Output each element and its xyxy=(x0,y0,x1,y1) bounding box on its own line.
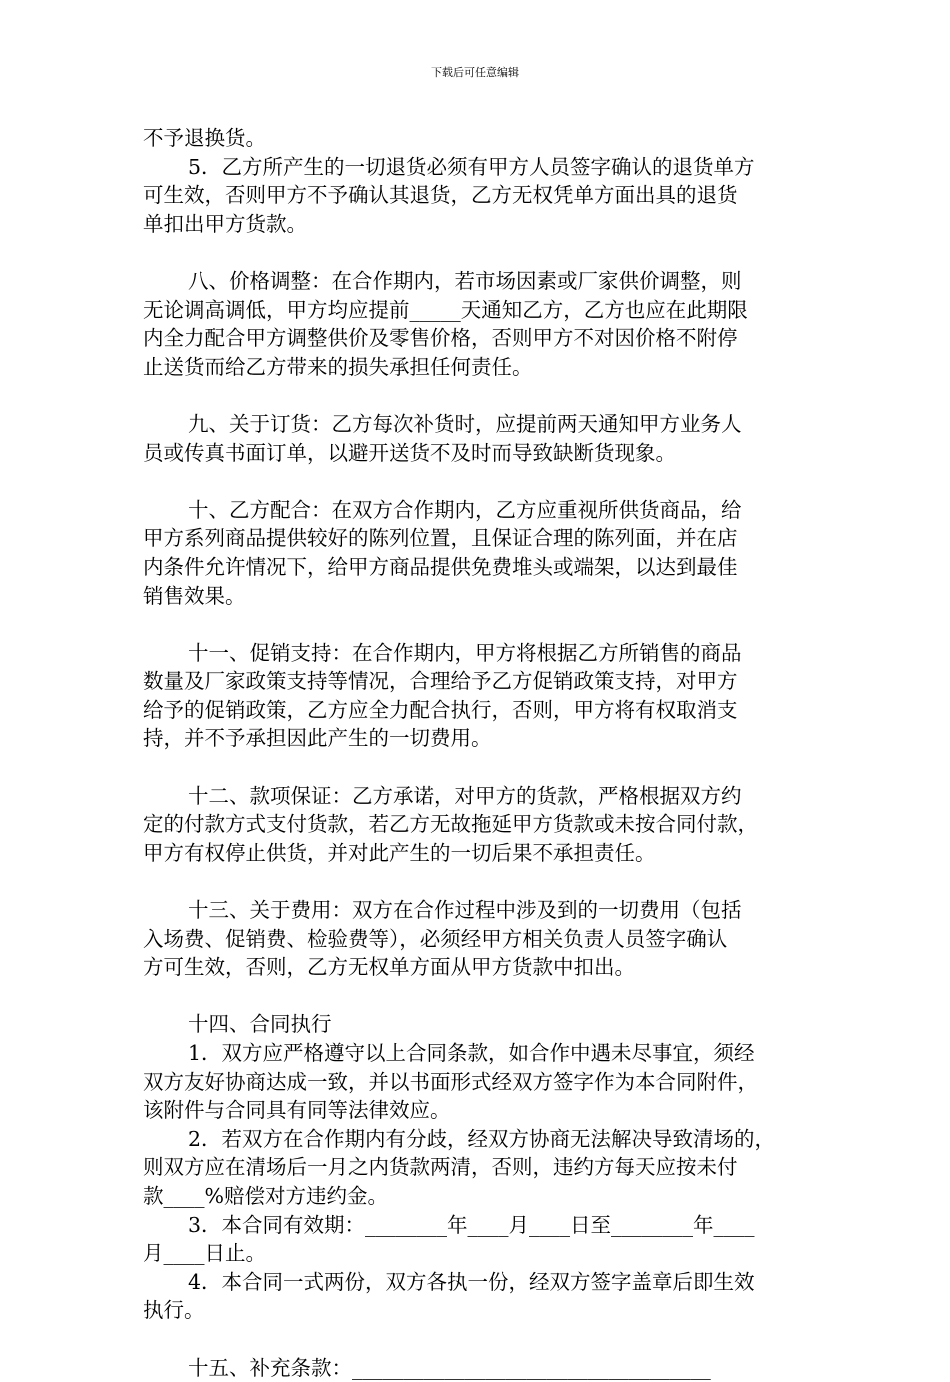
page-header: 下载后可任意编辑 xyxy=(431,66,519,79)
paragraph-gap xyxy=(143,982,823,1011)
paragraph-gap xyxy=(143,1325,823,1354)
text-line: 4．本合同一式两份，双方各执一份，经双方签字盖章后即生效 xyxy=(188,1269,755,1294)
text-line: 销售效果。 xyxy=(143,583,246,608)
text-line: 十五、补充条款：___________________________________ xyxy=(188,1355,711,1380)
paragraph-gap xyxy=(143,381,823,410)
text-line: 持，并不予承担因此产生的一切费用。 xyxy=(143,726,492,751)
text-line: 甲方系列商品提供较好的陈列位置，且保证合理的陈列面，并在店 xyxy=(143,526,738,551)
paragraph-gap xyxy=(143,867,823,896)
text-line: 款____%赔偿对方违约金。 xyxy=(143,1183,388,1208)
text-line: 给予的促销政策，乙方应全力配合执行，否则，甲方将有权取消支 xyxy=(143,697,738,722)
text-line: 该附件与合同具有同等法律效应。 xyxy=(143,1098,451,1123)
paragraph-gap xyxy=(143,467,823,496)
text-line: 止送货而给乙方带来的损失承担任何责任。 xyxy=(143,354,533,379)
text-line: 方可生效，否则，乙方无权单方面从甲方货款中扣出。 xyxy=(143,955,635,980)
text-line: 内全力配合甲方调整供价及零售价格，否则甲方不对因价格不附停 xyxy=(143,326,738,351)
text-line: 十三、关于费用：双方在合作过程中涉及到的一切费用（包括 xyxy=(188,898,742,923)
text-line: 无论调高调低，甲方均应提前_____天通知乙方，乙方也应在此期限 xyxy=(143,297,748,322)
text-line: 员或传真书面订单，以避开送货不及时而导致缺断货现象。 xyxy=(143,440,676,465)
text-line: 定的付款方式支付货款，若乙方无故拖延甲方货款或未按合同付款， xyxy=(143,812,758,837)
paragraph-gap xyxy=(143,610,823,639)
text-line: 执行。 xyxy=(143,1298,205,1323)
text-line: 5．乙方所产生的一切退货必须有甲方人员签字确认的退货单方 xyxy=(188,154,755,179)
text-line: 十、乙方配合：在双方合作期内，乙方应重视所供货商品，给 xyxy=(188,497,742,522)
text-line: 3．本合同有效期：________年____月____日至________年____ xyxy=(188,1212,755,1237)
document-body xyxy=(143,124,823,1382)
text-line: 十一、促销支持：在合作期内，甲方将根据乙方所销售的商品 xyxy=(188,640,742,665)
text-line: 甲方有权停止供货，并对此产生的一切后果不承担责任。 xyxy=(143,840,656,865)
text-line: 九、关于订货：乙方每次补货时，应提前两天通知甲方业务人 xyxy=(188,411,742,436)
text-line: 十二、款项保证：乙方承诺，对甲方的货款，严格根据双方约 xyxy=(188,783,742,808)
text-line: 十四、合同执行 xyxy=(188,1012,332,1037)
text-line: 数量及厂家政策支持等情况，合理给予乙方促销政策支持，对甲方 xyxy=(143,669,738,694)
text-line: 月____日止。 xyxy=(143,1241,266,1266)
text-line: 1．双方应严格遵守以上合同条款，如合作中遇未尽事宜，须经 xyxy=(188,1041,755,1065)
text-line: 内条件允许情况下，给甲方商品提供免费堆头或端架，以达到最佳 xyxy=(143,554,738,579)
text-line: 2．若双方在合作期内有分歧，经双方协商无法解决导致清场的， xyxy=(188,1126,776,1151)
text-line: 不予退换货。 xyxy=(143,126,266,150)
paragraph-gap xyxy=(143,238,823,267)
text-line: 双方友好协商达成一致，并以书面形式经双方签字作为本合同附件， xyxy=(143,1069,758,1094)
paragraph-gap xyxy=(143,753,823,782)
text-line: 可生效，否则甲方不予确认其退货，乙方无权凭单方面出具的退货 xyxy=(143,183,738,208)
text-line: 则双方应在清场后一月之内货款两清，否则，违约方每天应按未付 xyxy=(143,1155,738,1180)
text-line: 八、价格调整：在合作期内，若市场因素或厂家供价调整，则 xyxy=(188,268,742,293)
text-line: 单扣出甲方货款。 xyxy=(143,211,307,236)
text-line: 入场费、促销费、检验费等），必须经甲方相关负责人员签字确认 xyxy=(143,926,728,951)
